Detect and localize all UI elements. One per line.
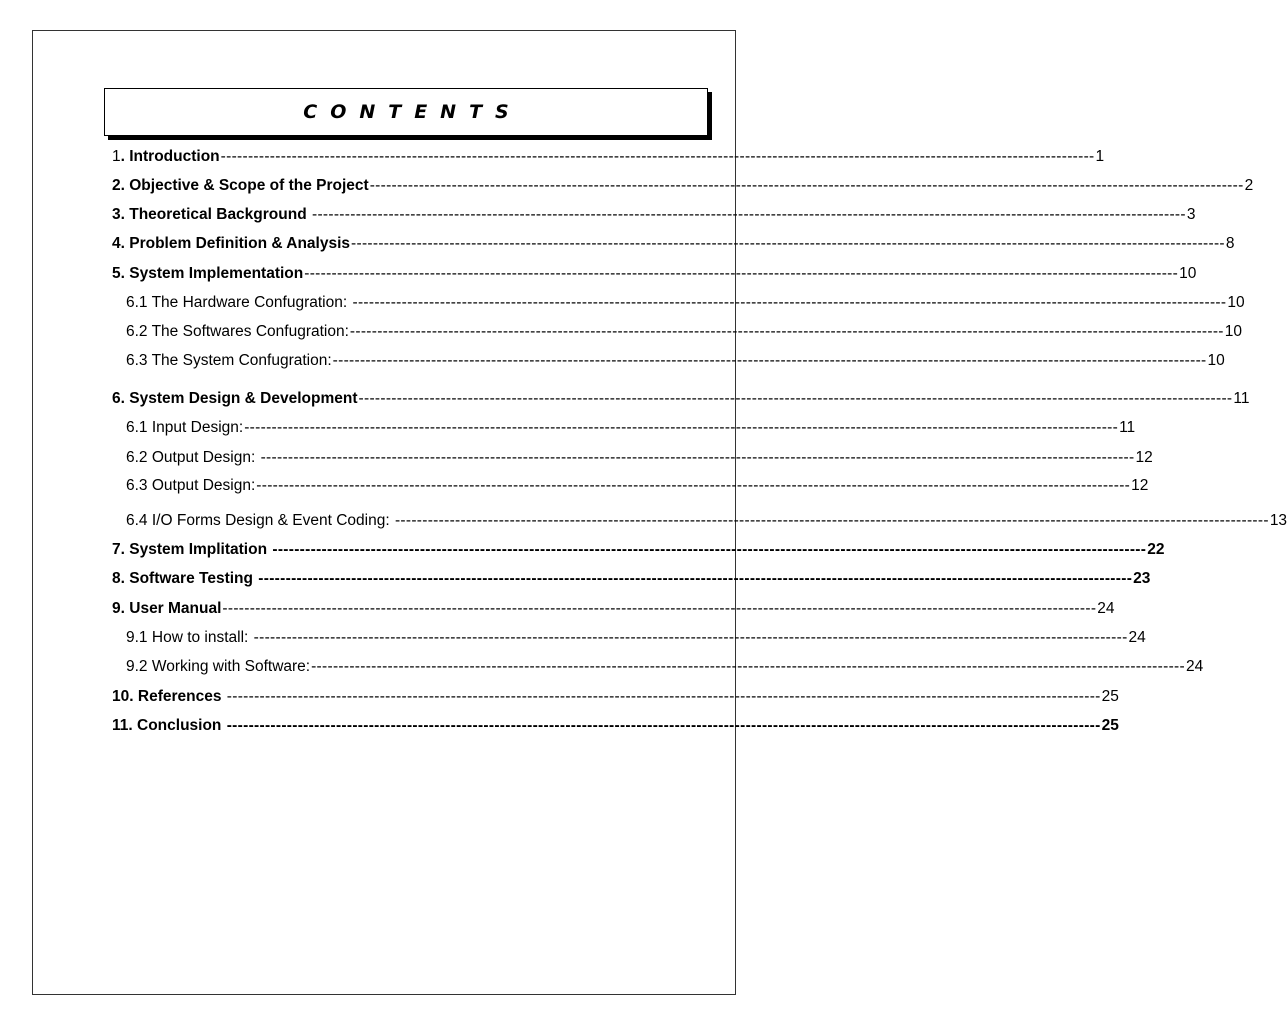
toc-entry-number: 6.1 [126,419,148,436]
contents-title: CONTENTS [303,101,522,123]
toc-entry-label [112,265,303,283]
toc-entry-page: 13 [1269,512,1287,529]
dot-leader: ---------------------------------------------------------------------------------------------------------------------------------------------------------------- [222,600,1097,617]
toc-entry-number: 6.3 [126,477,148,494]
toc-entry [126,294,1245,316]
toc-entry-number: 3. [112,206,125,223]
toc-entry-label [112,206,311,224]
toc-entry [126,477,1149,499]
toc-entry-number: 9.1 [126,629,148,646]
toc-entry-label: 1. Introduction [112,148,220,165]
toc-entry [112,600,1115,622]
dot-leader: ---------------------------------------------------------------------------------------------------------------------------------------------------------------- [256,477,1131,494]
toc-entry [126,419,1136,441]
toc-entry-label [112,541,271,559]
toc-entry [126,352,1225,374]
toc-entry-label [126,352,332,370]
toc-entry [112,717,1119,739]
toc-entry-label [112,688,226,706]
toc-entry-number: 6.4 [126,512,148,529]
toc-entry-number: 6.1 [126,294,148,311]
dot-leader: ---------------------------------------------------------------------------------------------------------------------------------------------------------------- [226,688,1101,705]
toc-entry-number: 6. [112,390,125,407]
toc-entry-title: The Hardware Confugration: [151,294,348,311]
toc-entry-title: Theoretical Background [129,206,307,223]
toc-entry-title: System Implementation [129,265,304,282]
toc-entry-page: 10 [1179,265,1197,282]
toc-entry [112,688,1119,710]
dot-leader: ---------------------------------------------------------------------------------------------------------------------------------------------------------------- [351,235,1225,252]
toc-entry-page: 11 [1119,419,1136,436]
toc-entry-title: The System Confugration: [151,352,332,369]
toc-entry-page: 10 [1207,352,1225,369]
toc-entry-label [126,419,243,437]
toc-entry-title: Problem Definition & Analysis [129,235,351,252]
toc-entry [126,512,1287,534]
toc-entry-number: 9.2 [126,658,148,675]
toc-entry-number: 6.2 [126,323,148,340]
toc-entry-page: 24 [1185,658,1204,675]
toc-entry-title: Software Testing [129,570,253,587]
toc-entry-label [112,717,226,735]
toc-entry-number: 7. [112,541,125,558]
dot-leader: ---------------------------------------------------------------------------------------------------------------------------------------------------------------- [220,148,1095,165]
toc-entry-page: 25 [1101,717,1119,734]
toc-entry-label [112,177,369,195]
toc-entry-title: References [137,688,222,705]
toc-entry-label [126,449,260,467]
toc-entry-page: 11 [1233,390,1250,407]
toc-entry-title: Output Design: [151,449,256,466]
dot-leader: ---------------------------------------------------------------------------------------------------------------------------------------------------------------- [394,512,1269,529]
toc-entry-title: System Design & Development [129,390,358,407]
toc-entry-page: 24 [1097,600,1115,617]
toc-entry [112,265,1197,287]
toc-entry-number: 2. [112,177,125,194]
toc-entry-number: 11. [112,717,133,734]
toc-entry-page: 23 [1133,570,1151,587]
dot-leader: ---------------------------------------------------------------------------------------------------------------------------------------------------------------- [332,352,1207,369]
toc-entry-label [126,477,255,495]
toc-entry-title: The Softwares Confugration: [151,323,349,340]
toc-entry-page: 3 [1186,206,1196,223]
toc-entry-label [126,658,310,676]
toc-entry-label [112,390,358,408]
dot-leader: ---------------------------------------------------------------------------------------------------------------------------------------------------------------- [312,206,1186,223]
toc-entry-page: 2 [1244,177,1254,194]
toc-entry-title: Objective & Scope of the Project [129,177,369,194]
toc-entry-title: Working with Software: [151,658,311,675]
toc-entry-page: 24 [1128,629,1146,646]
dot-leader: ---------------------------------------------------------------------------------------------------------------------------------------------------------------- [258,570,1133,587]
toc-entry-label [126,512,394,530]
toc-entry-label [112,235,350,253]
toc-entry-title: Output Design: [151,477,256,494]
toc-entry-label [112,600,221,618]
toc-entry [112,148,1105,170]
dot-leader: ---------------------------------------------------------------------------------------------------------------------------------------------------------------- [304,265,1179,282]
dot-leader: ---------------------------------------------------------------------------------------------------------------------------------------------------------------- [226,717,1101,734]
toc-entry [126,658,1204,680]
dot-leader: ---------------------------------------------------------------------------------------------------------------------------------------------------------------- [311,658,1185,675]
toc-entry-page: 10 [1224,323,1243,340]
toc-entry [126,629,1146,651]
toc-entry-title: How to install: [151,629,249,646]
toc-entry [126,323,1243,345]
toc-entry-number: 1 [112,148,121,165]
contents-title-box [104,88,708,136]
dot-leader: ---------------------------------------------------------------------------------------------------------------------------------------------------------------- [352,294,1227,311]
toc-entry-page: 12 [1135,449,1153,466]
toc-entry-page: 10 [1227,294,1245,311]
toc-entry-title: System Implitation [129,541,268,558]
toc-entry-title: Introduction [129,148,220,165]
toc-entry-number: 10. [112,688,134,705]
dot-leader: ---------------------------------------------------------------------------------------------------------------------------------------------------------------- [253,629,1128,646]
toc-entry-label [126,294,351,312]
toc-entry-title: Input Design: [151,419,244,436]
toc-entry-label [126,323,349,341]
dot-leader: ---------------------------------------------------------------------------------------------------------------------------------------------------------------- [349,323,1224,340]
dot-leader: ---------------------------------------------------------------------------------------------------------------------------------------------------------------- [358,390,1233,407]
toc-entry-title: I/O Forms Design & Event Coding: [151,512,390,529]
toc-entry [112,390,1250,412]
dot-leader: ---------------------------------------------------------------------------------------------------------------------------------------------------------------- [272,541,1147,558]
dot-leader: ---------------------------------------------------------------------------------------------------------------------------------------------------------------- [260,449,1135,466]
toc-entry-page: 8 [1225,235,1235,252]
dot-leader: ---------------------------------------------------------------------------------------------------------------------------------------------------------------- [244,419,1119,436]
toc-entry [112,235,1235,257]
dot-leader: ---------------------------------------------------------------------------------------------------------------------------------------------------------------- [369,177,1244,194]
toc-entry-page: 12 [1131,477,1149,494]
toc-entry-page: 22 [1147,541,1165,558]
toc-entry-label [126,629,253,647]
toc-entry [112,570,1151,592]
toc-entry [112,177,1254,199]
toc-entry-number: 6.2 [126,449,148,466]
toc-entry-page: 25 [1101,688,1119,705]
toc-entry-title: Conclusion [137,717,222,734]
toc-entry [126,449,1153,471]
toc-entry-number: 4. [112,235,125,252]
toc-entry [112,206,1196,228]
toc-entry-label [112,570,257,588]
toc-entry-title: User Manual [129,600,222,617]
toc-entry [112,541,1165,563]
toc-entry-page: 1 [1095,148,1105,165]
toc-entry-number: 8. [112,570,125,587]
toc-entry-number: 5. [112,265,125,282]
toc-entry-number: 6.3 [126,352,148,369]
toc-entry-number: 9. [112,600,125,617]
